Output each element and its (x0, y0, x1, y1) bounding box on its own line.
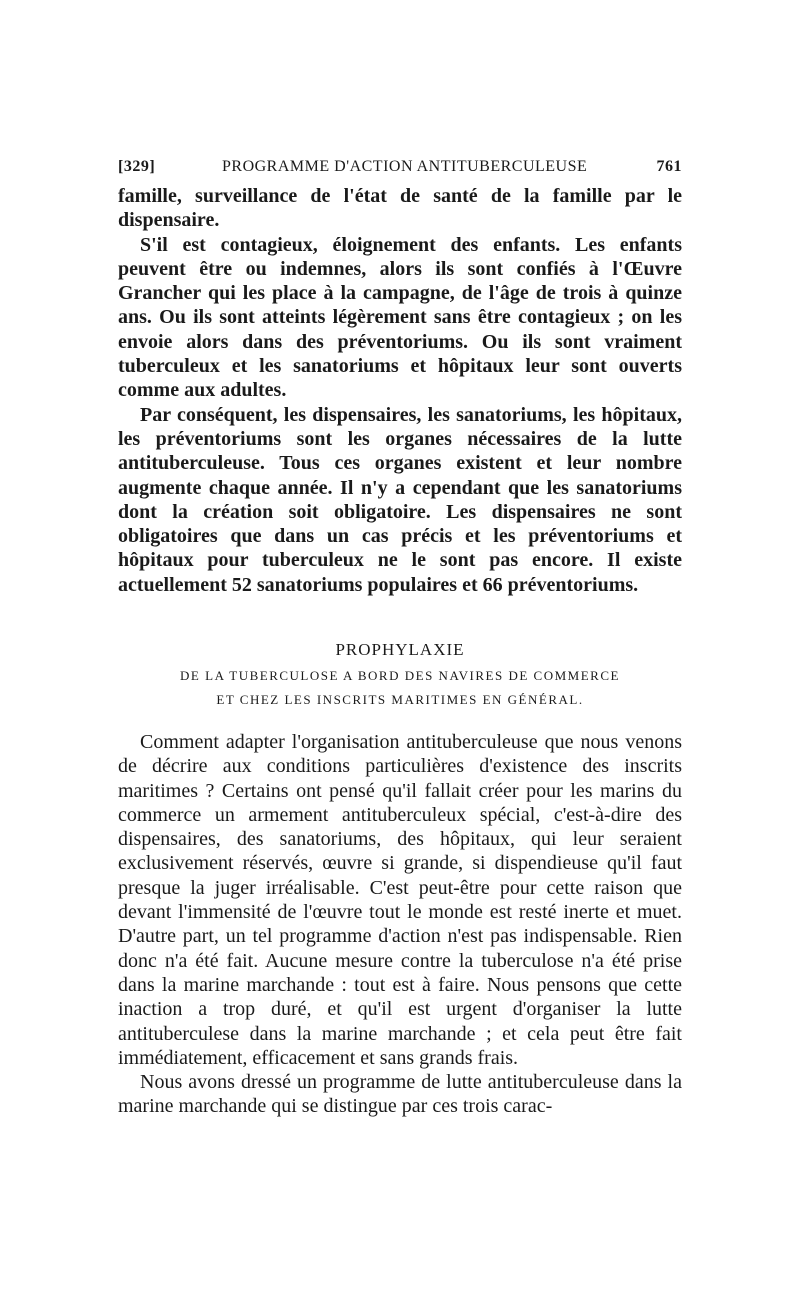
paragraph: Nous avons dressé un programme de lutte antituberculeuse dans la marine marchande qui se distingue par ces trois carac- (118, 1071, 682, 1118)
section-1-text (118, 184, 682, 597)
section-2-text (118, 730, 682, 1119)
section-heading-title: PROPHYLAXIE (335, 640, 465, 659)
paragraph: Comment adapter l'organisation antituberculeuse que nous venons de décrire aux conditions particulières d'existence des inscrits maritimes ? Certains ont pensé qu'il fallait créer pour les marins du commerce un armement antituberculeux spécial, c'est-à-dire des dispensaires, des sanatoriums, des hôpitaux, qui leur seraient exclusivement réservés, œuvre si grande, si dispendieuse qu'il faut presque la juger irréalisable. C'est peut-être pour cette raison que devant l'immensité de l'œuvre tout le monde est resté inerte et muet. D'autre part, un tel programme d'action n'est pas indispensable. Rien donc n'a été fait. Aucune mesure contre la tuberculose n'a été prise dans la marine marchande : tout est à faire. Nous pensons que cette inaction a trop duré, et qu'il est urgent d'organiser la lutte antituberculese dans la marine marchande ; et cela peut être fait immédiatement, efficacement et sans grands frais. (118, 731, 682, 1069)
page-number: 761 (656, 158, 682, 175)
running-title: PROGRAMME D'ACTION ANTITUBERCULEUSE (222, 158, 588, 175)
paragraph: Par conséquent, les dispensaires, les sanatoriums, les hôpitaux, les préventoriums sont les organes nécessaires de la lutte antituberculeuse. Tous ces organes existent et leur nombre augmente chaque année. Il n'y a cependant que les sanatoriums dont la création soit obligatoire. Les dispensaires ne sont obligatoires que dans un cas précis et les préventoriums et hôpitaux pour tuberculeux ne le sont pas encore. Il existe actuellement 52 sanatoriums populaires et 66 préventoriums. (118, 403, 682, 596)
section-heading-subtitle-1: DE LA TUBERCULOSE A BORD DES NAVIRES DE COMMERCE (180, 668, 620, 683)
paragraph: S'il est contagieux, éloignement des enfants. Les enfants peuvent être ou indemnes, alors ils sont confiés à l'Œuvre Grancher qui les place à la campagne, de l'âge de trois à quinze ans. Ou ils sont atteints légèrement sans être contagieux ; on les envoie alors dans des préventoriums. Ou ils sont vraiment tuberculeux et les sanatoriums et hôpitaux leur sont ouverts comme aux adultes. (118, 233, 682, 402)
paragraph: famille, surveillance de l'état de santé de la famille par le dispensaire. (118, 185, 682, 232)
section-heading-subtitle-2: ET CHEZ LES INSCRITS MARITIMES EN GÉNÉRAL. (216, 692, 584, 707)
page-reference: [329] (118, 158, 156, 175)
running-header (118, 158, 682, 182)
